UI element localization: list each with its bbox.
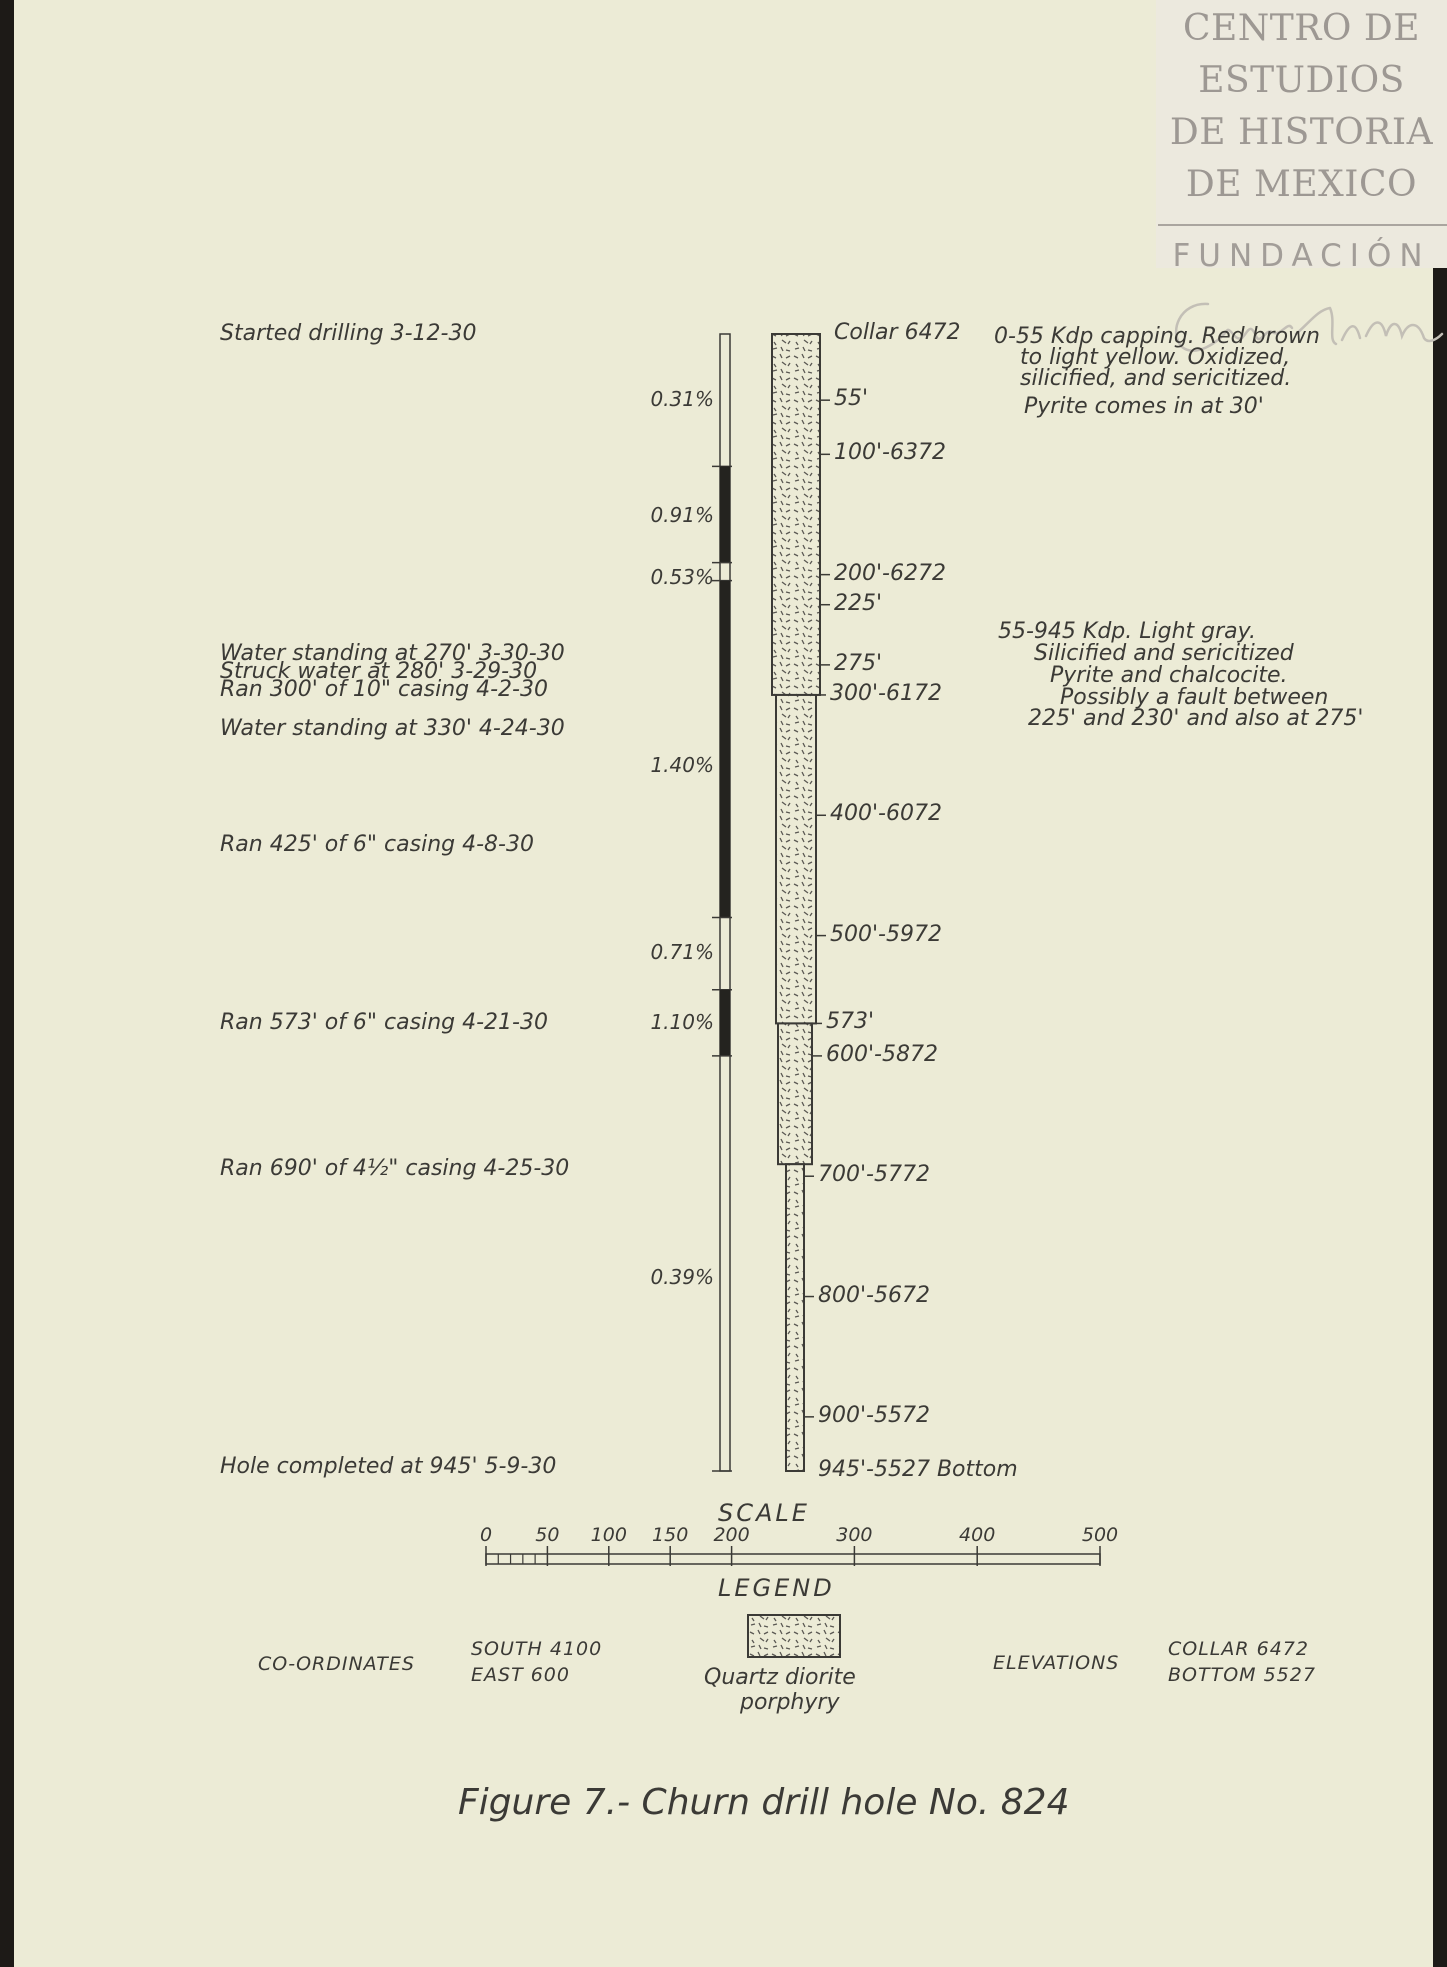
geology-description-line: 0-55 Kdp capping. Red brown: [994, 324, 1320, 349]
swatch-label: Quartz diorite: [704, 1665, 856, 1690]
scale-tick-label: 100: [590, 1524, 627, 1546]
stamp-line-2: ESTUDIOS: [1198, 60, 1405, 101]
event-note: Water standing at 270' 3-30-30: [220, 641, 565, 666]
assay-value: 1.10%: [650, 1010, 714, 1034]
elevations-label: ELEVATIONS: [993, 1652, 1120, 1674]
scale-title: SCALE: [718, 1499, 810, 1527]
legend-swatch: [748, 1615, 840, 1657]
depth-label: 800'-5672: [818, 1282, 930, 1308]
depth-label: 500'-5972: [830, 921, 942, 947]
stamp-line-1: CENTRO DE: [1182, 8, 1421, 49]
geology-description-line: Possibly a fault between: [1060, 685, 1329, 710]
depth-label: 900'-5572: [818, 1402, 930, 1428]
assay-interval: [720, 990, 730, 1056]
stamp-line-4: DE MEXICO: [1185, 164, 1418, 205]
scale-bar: [486, 1546, 1100, 1566]
depth-label: 100'-6372: [834, 440, 946, 466]
depth-label: 300'-6172: [830, 680, 942, 706]
depth-label: 700'-5772: [818, 1162, 930, 1188]
event-note: Hole completed at 945' 5-9-30: [220, 1454, 557, 1479]
assay-value: 0.31%: [650, 387, 714, 411]
depth-label: Collar 6472: [834, 320, 961, 345]
event-note: Ran 300' of 10" casing 4-2-30: [220, 677, 548, 702]
elevation-bottom: BOTTOM 5527: [1168, 1664, 1316, 1686]
geology-description-line: Pyrite and chalcocite.: [1050, 663, 1288, 688]
swatch-label: porphyry: [740, 1690, 840, 1715]
stamp-foundation: FUNDACIÓN: [1172, 238, 1431, 274]
scale-tick-label: 50: [535, 1524, 560, 1546]
depth-label: 55': [834, 386, 869, 412]
depth-label: 275': [834, 650, 883, 676]
assay-column: [712, 334, 732, 1471]
geology-description-line: silicified, and sericitized.: [1020, 366, 1292, 391]
geology-description-line: Silicified and sericitized: [1034, 641, 1294, 666]
assay-value: 0.39%: [650, 1265, 714, 1289]
depth-label: 400'-6072: [830, 801, 942, 827]
assay-interval: [720, 581, 730, 918]
scale-tick-label: 400: [959, 1524, 996, 1546]
scale-bar-outline: [486, 1554, 1100, 1564]
hole-segment-2: [776, 695, 816, 1023]
figure-caption: Figure 7.- Churn drill hole No. 824: [458, 1782, 1070, 1823]
geology-description-line: Pyrite comes in at 30': [1024, 394, 1264, 419]
assay-value: 1.40%: [650, 753, 714, 777]
event-note: Started drilling 3-12-30: [220, 321, 477, 346]
scale-tick-label: 500: [1081, 1524, 1119, 1546]
scale-tick-label: 150: [652, 1524, 689, 1546]
event-note: Ran 425' of 6" casing 4-8-30: [220, 832, 534, 857]
coordinates-east: EAST 600: [471, 1664, 570, 1686]
depth-label: 573': [826, 1009, 875, 1035]
depth-label: 200'-6272: [834, 560, 946, 586]
geology-description-line: to light yellow. Oxidized,: [1020, 345, 1291, 370]
hole-segment-3: [778, 1023, 812, 1164]
depth-label: 600'-5872: [826, 1041, 938, 1067]
depth-label: 225': [834, 590, 883, 616]
hole-segment-1: [772, 334, 820, 695]
coordinates-label: CO-ORDINATES: [258, 1653, 415, 1675]
coordinates-south: SOUTH 4100: [471, 1638, 603, 1660]
event-note: Ran 690' of 4½" casing 4-25-30: [220, 1156, 570, 1181]
assay-value: 0.71%: [650, 940, 714, 964]
depth-label: 945'-5527 Bottom: [818, 1457, 1018, 1482]
assay-value: 0.91%: [650, 503, 714, 527]
assay-value: 0.53%: [650, 565, 714, 589]
geology-description-line: 225' and 230' and also at 275': [1028, 706, 1364, 731]
geology-description-line: 55-945 Kdp. Light gray.: [998, 619, 1256, 644]
legend-title: LEGEND: [718, 1574, 835, 1602]
event-note: Struck water at 280' 3-29-30: [220, 659, 538, 684]
hole-segment-4: [786, 1164, 804, 1471]
scale-tick-label: 200: [713, 1524, 750, 1546]
elevation-collar: COLLAR 6472: [1168, 1638, 1309, 1660]
stamp-line-3: DE HISTORIA: [1169, 112, 1434, 153]
event-note: Water standing at 330' 4-24-30: [220, 716, 565, 741]
assay-interval: [720, 466, 730, 562]
scale-tick-label: 0: [479, 1524, 493, 1546]
event-note: Ran 573' of 6" casing 4-21-30: [220, 1010, 548, 1035]
scale-tick-label: 300: [836, 1524, 873, 1546]
